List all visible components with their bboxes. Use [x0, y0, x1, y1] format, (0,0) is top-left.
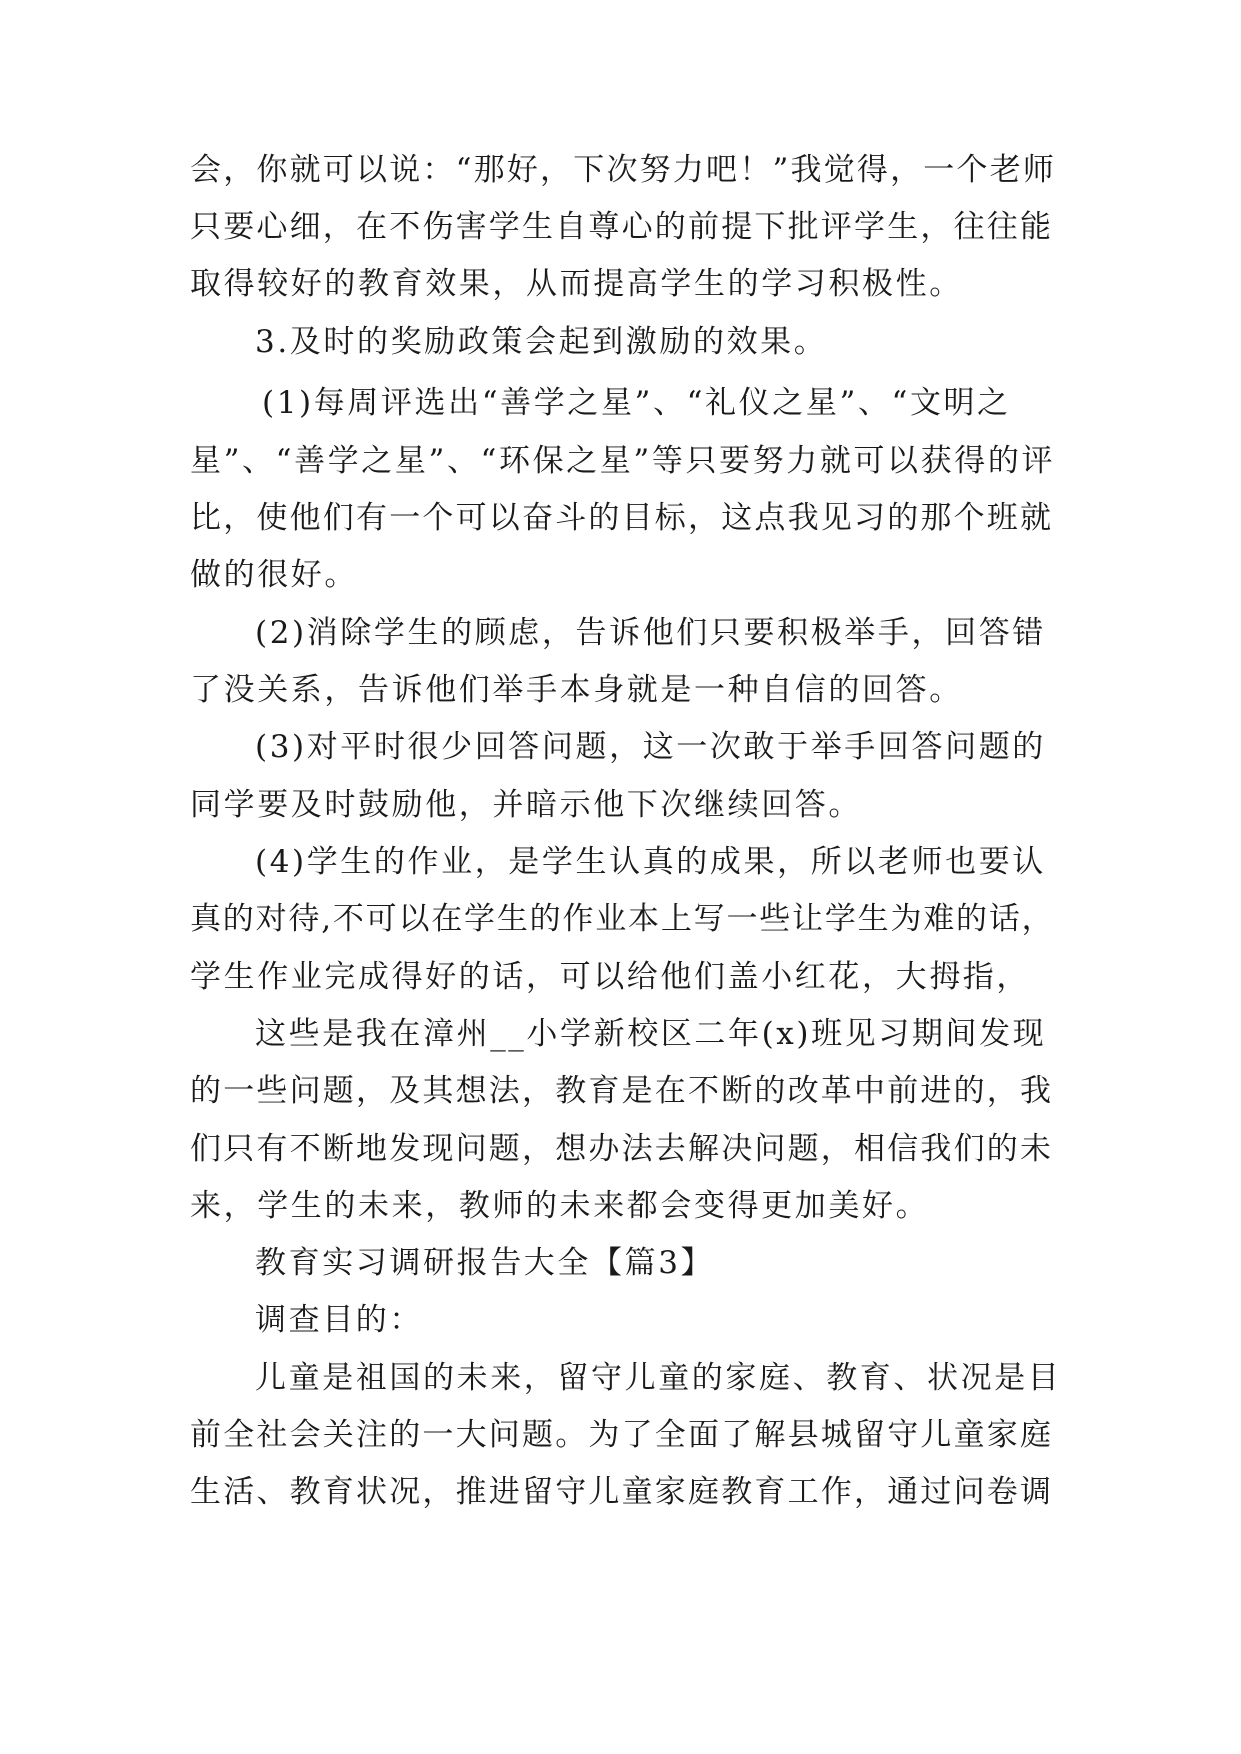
- list-heading: 3.及时的奖励政策会起到激励的效果。: [255, 324, 828, 360]
- list-item: (2)消除学生的顾虑，告诉他们只要积极举手，回答错: [255, 615, 1046, 651]
- paragraph-line: 真的对待,不可以在学生的作业本上写一些让学生为难的话，: [190, 901, 1055, 937]
- section-heading: 教育实习调研报告大全【篇3】: [255, 1245, 715, 1281]
- list-item: (1)每周评选出“善学之星”、“礼仪之星”、“文明之: [262, 385, 1011, 421]
- paragraph-line: 儿童是祖国的未来，留守儿童的家庭、教育、状况是目: [255, 1360, 1062, 1396]
- paragraph-line: 取得较好的教育效果，从而提高学生的学习积极性。: [190, 266, 963, 302]
- paragraph-line: 会，你就可以说：“那好，下次努力吧！”我觉得，一个老师: [190, 152, 1057, 188]
- list-item: (4)学生的作业，是学生认真的成果，所以老师也要认: [255, 844, 1046, 880]
- subsection-heading: 调查目的：: [255, 1302, 423, 1338]
- paragraph-line: 来，学生的未来，教师的未来都会变得更加美好。: [190, 1188, 930, 1224]
- paragraph-line: 学生作业完成得好的话，可以给他们盖小红花，大拇指，: [190, 959, 1030, 995]
- paragraph-line: 了没关系，告诉他们举手本身就是一种自信的回答。: [190, 672, 963, 708]
- paragraph-line: 比，使他们有一个可以奋斗的目标，这点我见习的那个班就: [190, 500, 1054, 536]
- paragraph-line: 的一些问题，及其想法，教育是在不断的改革中前进的，我: [190, 1073, 1054, 1109]
- list-item: (3)对平时很少回答问题，这一次敢于举手回答问题的: [255, 729, 1046, 765]
- paragraph-line: 们只有不断地发现问题，想办法去解决问题，相信我们的未: [190, 1131, 1054, 1167]
- paragraph-line: 只要心细，在不伤害学生自尊心的前提下批评学生，往往能: [190, 209, 1054, 245]
- paragraph-line: 同学要及时鼓励他，并暗示他下次继续回答。: [190, 787, 862, 823]
- paragraph-line: 星”、“善学之星”、“环保之星”等只要努力就可以获得的评: [190, 443, 1056, 479]
- paragraph-line: 前全社会关注的一大问题。为了全面了解县城留守儿童家庭: [190, 1417, 1054, 1453]
- paragraph-line: 生活、教育状况，推进留守儿童家庭教育工作，通过问卷调: [190, 1474, 1054, 1510]
- paragraph-line: 这些是我在漳州__小学新校区二年(x)班见习期间发现: [255, 1016, 1047, 1052]
- paragraph-line: 做的很好。: [190, 557, 358, 593]
